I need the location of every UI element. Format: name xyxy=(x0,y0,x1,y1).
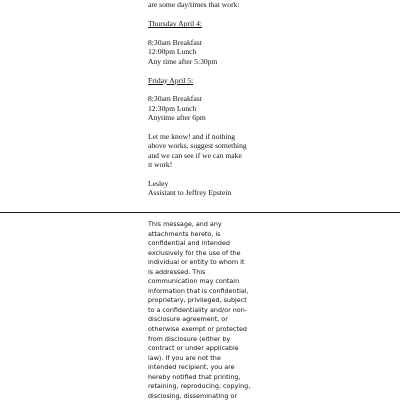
disclaimer-line: exclusively for the use of the xyxy=(148,249,270,259)
disclaimer-line: otherwise exempt or protected xyxy=(148,325,270,335)
disclaimer-line: This message, and any xyxy=(148,220,270,230)
closing-line: and we can see if we can make xyxy=(148,151,318,160)
signature-title: Assistant to Jeffrey Epstein xyxy=(148,188,318,197)
friday-slot: Anytime after 6pm xyxy=(148,113,318,122)
signature-name: Lesley xyxy=(148,179,318,188)
disclaimer-line: to a confidentiality and/or non- xyxy=(148,306,270,316)
intro-line: are some day/times that work: xyxy=(148,0,318,9)
disclaimer-line: law). If you are not the xyxy=(148,354,270,364)
email-body xyxy=(148,0,318,198)
disclaimer-line: information that is confidential, xyxy=(148,287,270,297)
disclaimer-line: individual or entity to whom it xyxy=(148,258,270,268)
disclaimer-line: is addressed. This xyxy=(148,268,270,278)
closing-line: Let me know! and if nothing xyxy=(148,132,318,141)
closing-line: it work! xyxy=(148,160,318,169)
disclaimer-line: disclosing, disseminating or xyxy=(148,392,270,401)
thursday-slot: Any time after 5:30pm xyxy=(148,57,318,66)
disclaimer-line: proprietary, privileged, subject xyxy=(148,296,270,306)
disclaimer-line: retaining, reproducing, copying, xyxy=(148,382,270,392)
page-divider xyxy=(0,212,400,213)
disclaimer-line: disclosure agreement, or xyxy=(148,315,270,325)
disclaimer-line: from disclosure (either by xyxy=(148,335,270,345)
friday-slot: 12:30pm Lunch xyxy=(148,104,318,113)
disclaimer-line: attachments hereto, is xyxy=(148,230,270,240)
confidentiality-disclaimer xyxy=(148,220,270,401)
friday-slot: 8:30am Breakfast xyxy=(148,94,318,103)
disclaimer-line: confidential and intended xyxy=(148,239,270,249)
disclaimer-line: communication may contain xyxy=(148,277,270,287)
disclaimer-line: contract or under applicable xyxy=(148,344,270,354)
thursday-slot: 8:30am Breakfast xyxy=(148,38,318,47)
thursday-slot: 12:00pm Lunch xyxy=(148,47,318,56)
thursday-heading: Thursday April 4: xyxy=(148,19,318,28)
disclaimer-line: intended recipient, you are xyxy=(148,363,270,373)
closing-line: above works, suggest something xyxy=(148,141,318,150)
friday-heading: Friday April 5: xyxy=(148,76,318,85)
disclaimer-line: hereby notified that printing, xyxy=(148,373,270,383)
